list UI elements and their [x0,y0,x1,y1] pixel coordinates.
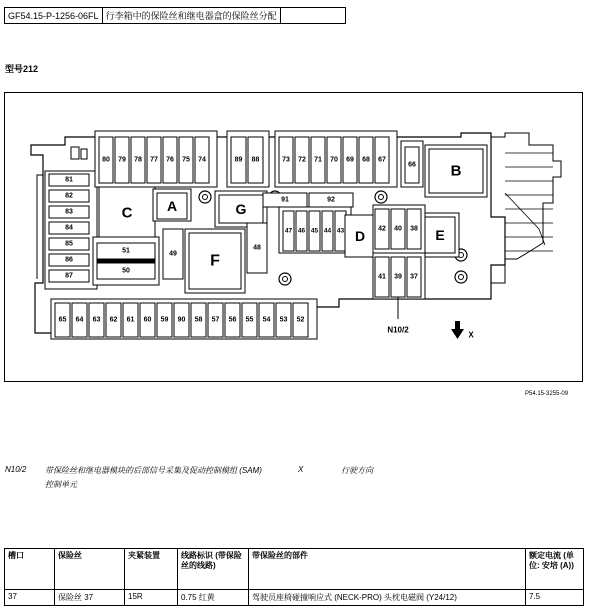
fuse-42-label: 42 [378,225,386,233]
fuse-38-label: 38 [410,225,418,233]
relay-f-label: F [210,252,220,270]
relay-b-label: B [450,162,462,180]
relay-a-label: A [166,198,178,214]
fuse-57-label: 57 [211,316,220,324]
fuse-87-label: 87 [65,272,73,280]
fuse-37-label: 37 [410,273,418,281]
fuse-box-drawing [5,93,584,383]
table-cell: 0.75 红黄 [178,590,249,606]
fuse-76-label: 76 [166,156,174,164]
fuse-71-label: 71 [314,156,322,164]
fuse-62-label: 62 [109,316,118,324]
mount-hole-inner [459,275,464,280]
socket [71,147,79,159]
fuse-47-label: 47 [284,227,293,235]
document-header [4,7,346,24]
column-header: 额定电流 (单位: 安培 (A)) [526,549,584,590]
fuse-88-label: 88 [251,156,260,164]
fuse-separator [97,259,155,263]
mount-hole-inner [203,195,208,200]
fuse-50-label: 50 [122,267,130,275]
fuse-40-label: 40 [394,225,402,233]
fuse-79-label: 79 [118,156,126,164]
model-label: 型号212 [5,64,39,74]
fuse-68-label: 68 [362,156,370,164]
legend-description-line2: 控制单元 [45,480,77,489]
table-cell: 15R [125,590,178,606]
fuse-82-label: 82 [65,192,73,200]
fuse-51-label: 51 [122,247,130,255]
fuse-table [4,548,584,606]
fuse-45-label: 45 [310,227,319,235]
fuse-55-label: 55 [245,316,254,324]
fuse-89-label: 89 [234,156,243,164]
direction-arrow-head [451,329,464,339]
fuse-41-label: 41 [378,273,386,281]
fuse-46-label: 46 [297,227,306,235]
fuse-54-label: 54 [262,316,271,324]
fuse-90-label: 90 [177,316,186,324]
column-header: 槽口 [5,549,55,590]
figure-id: P54.15-3255-09 [525,391,569,397]
direction-label: X [468,330,474,340]
fuse-78-label: 78 [134,156,142,164]
fuse-65-label: 65 [58,316,67,324]
mount-hole-inner [283,277,288,282]
fuse-44-label: 44 [323,227,332,235]
connector-plug [491,133,561,283]
fuse-83-label: 83 [65,208,73,216]
fuse-61-label: 61 [126,316,135,324]
fuse-59-label: 59 [160,316,169,324]
legend-description: 带保险丝和继电器模块的后部信号采集及促动控制模组 (SAM) [45,466,262,475]
fuse-74-label: 74 [198,156,206,164]
fuse-86-label: 86 [65,256,73,264]
relay-g-label: G [235,201,247,217]
fuse-69-label: 69 [346,156,354,164]
fuse-53-label: 53 [279,316,288,324]
fuse-58-label: 58 [194,316,203,324]
fuse-75-label: 75 [182,156,190,164]
fuse-80-label: 80 [102,156,110,164]
table-header-row [5,549,584,590]
column-header: 带保险丝的部件 [249,549,526,590]
fuse-72-label: 72 [298,156,306,164]
legend-x-text: 行驶方向 [341,466,373,475]
table-cell: 37 [5,590,55,606]
fuse-64-label: 64 [75,316,84,324]
fuse-84-label: 84 [65,224,73,232]
table-cell: 保险丝 37 [55,590,125,606]
relay-d-label: D [354,228,366,244]
column-header: 夹紧装置 [125,549,178,590]
table-row [5,590,584,606]
fuse-66-label: 66 [408,161,416,169]
fuse-49-label: 49 [169,250,177,258]
document-title: 行李箱中的保险丝和继电器盒的保险丝分配 [102,8,280,24]
table-cell: 驾驶员座椅碰撞响应式 (NECK-PRO) 头枕电磁阀 (Y24/12) [249,590,526,606]
document-id: GF54.15-P-1256-06FL [5,8,103,24]
column-header: 保险丝 [55,549,125,590]
socket [81,149,87,159]
housing-edge [37,175,43,279]
connector-label: N10/2 [387,325,409,335]
fuse-77-label: 77 [150,156,158,164]
mount-hole-inner [379,195,384,200]
fuse-91-label: 91 [281,196,289,204]
fuse-43-label: 43 [336,227,345,235]
column-header: 线路标识 (带保险丝的线路) [178,549,249,590]
direction-arrow-shaft [455,321,460,330]
legend-code: N10/2 [5,465,27,474]
fuse-92-label: 92 [327,196,335,204]
table-cell: 7.5 [526,590,584,606]
relay-c-label: C [121,204,133,222]
relay-e-label: E [435,227,445,243]
header-empty-cell [280,8,345,24]
fuse-48-label: 48 [253,244,261,252]
fuse-85-label: 85 [65,240,73,248]
fuse-39-label: 39 [394,273,402,281]
legend-x-code: X [298,465,304,474]
fuse-67-label: 67 [378,156,386,164]
fuse-70-label: 70 [330,156,338,164]
fuse-box-diagram [4,92,583,382]
fuse-60-label: 60 [143,316,152,324]
fuse-63-label: 63 [92,316,101,324]
fuse-81-label: 81 [65,176,73,184]
fuse-52-label: 52 [296,316,305,324]
fuse-73-label: 73 [282,156,290,164]
fuse-56-label: 56 [228,316,237,324]
